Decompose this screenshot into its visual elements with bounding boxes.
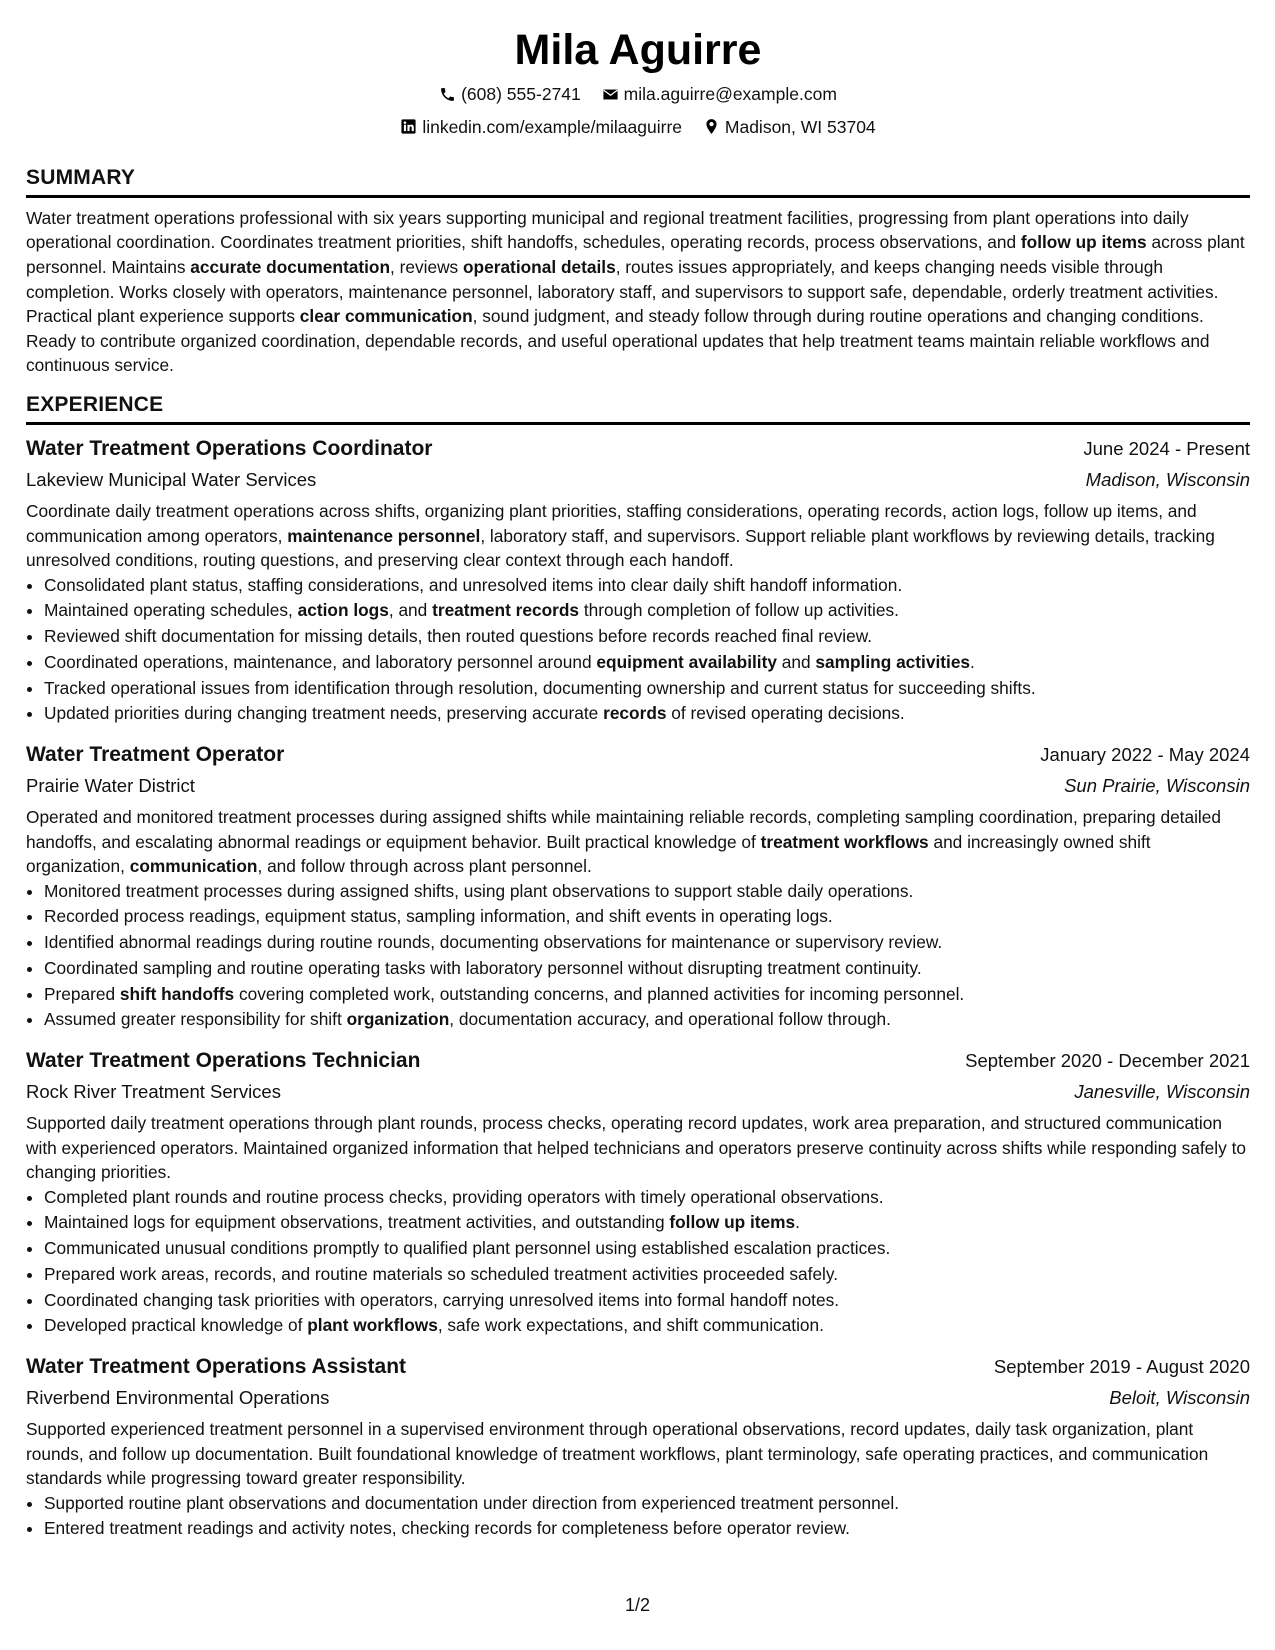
bullet-item	[44, 1185, 1250, 1211]
page-number: 1/2	[624, 1595, 651, 1615]
job-title-row	[26, 1047, 1250, 1075]
text-run: .	[970, 651, 975, 672]
text-run: and increasingly owned shift organization,	[26, 831, 1151, 877]
text-run: , routes issues appropriately, and keeps changing needs visible through completion. Works closely with operators, maintenance personnel, laboratory staff, and supervisors to support safe, dependable, orderly treatment activities. Practical plant experience supports	[26, 256, 1219, 327]
job-bullets	[26, 879, 1250, 1033]
bold-phrase: equipment availability	[596, 651, 777, 672]
job-title: Water Treatment Operations Coordinator	[26, 436, 433, 460]
resume-header	[26, 0, 1250, 138]
bold-phrase: organization	[346, 1009, 450, 1030]
text-run: Supported experienced treatment personnel in a supervised environment through operational observations, record updates, daily task organization, plant rounds, and follow up documentation. Built foundational knowledge of treatment workflows, plant terminology, safe operating practices, and communication standards while progressing toward greater responsibility.	[26, 1418, 1209, 1489]
job-location: Beloit, Wisconsin	[1109, 1386, 1250, 1408]
linkedin-icon	[400, 118, 417, 135]
bullet-item	[44, 1516, 1250, 1542]
job-title-row	[26, 741, 1250, 769]
text-run: Developed practical knowledge of	[44, 1315, 308, 1336]
bold-phrase: follow up items	[1020, 232, 1147, 253]
job-location: Janesville, Wisconsin	[1074, 1080, 1250, 1102]
text-run: Updated priorities during changing treatment needs, preserving accurate	[44, 703, 604, 724]
job-company-row	[26, 769, 1250, 800]
job-company: Prairie Water District	[26, 774, 195, 796]
contact-phone	[439, 83, 581, 105]
text-run: , laboratory staff, and supervisors. Support reliable plant workflows by reviewing details, tracking unresolved conditions, routing questions, and preserving clear context through each handoff.	[26, 525, 1215, 571]
location-text: Madison, WI 53704	[724, 116, 876, 137]
bullet-item	[44, 1210, 1250, 1236]
bold-phrase: maintenance personnel	[287, 525, 481, 546]
job-company-row	[26, 1075, 1250, 1106]
text-run: Monitored treatment processes during assigned shifts, using plant observations to support stable daily operations.	[44, 880, 914, 901]
job-company-row	[26, 1381, 1250, 1412]
job-entry	[26, 435, 1250, 727]
bullet-item	[44, 676, 1250, 702]
text-run: across plant personnel. Maintains	[26, 232, 1245, 277]
bullet-item	[44, 956, 1250, 982]
bullet-item	[44, 1262, 1250, 1288]
job-company: Lakeview Municipal Water Services	[26, 468, 317, 490]
bullet-item	[44, 650, 1250, 676]
bold-phrase: clear communication	[299, 306, 473, 327]
text-run: Maintained operating schedules,	[44, 600, 298, 621]
bold-phrase: action logs	[297, 600, 389, 621]
contact-location	[703, 116, 876, 138]
text-run: through completion of follow up activities.	[579, 600, 899, 621]
text-run: and	[776, 651, 816, 672]
contact-linkedin[interactable]	[400, 116, 682, 138]
text-run: Water treatment operations professional with six years supporting municipal and regional treatment facilities, progressing from plant operations into daily operational coordination. Coordinates treatment priorities, shift handoffs, schedules, operating records, process observations, and	[26, 207, 1189, 253]
experience-heading: EXPERIENCE	[26, 392, 1250, 425]
text-run: Coordinate daily treatment operations across shifts, organizing plant priorities, staffing considerations, operating records, action logs, follow up items, and communication among operators,	[26, 500, 1197, 546]
text-run: Maintained logs for equipment observations, treatment activities, and outstanding	[44, 1212, 670, 1233]
job-title: Water Treatment Operations Assistant	[26, 1354, 407, 1378]
text-run: Communicated unusual conditions promptly to qualified plant personnel using established escalation practices.	[44, 1238, 891, 1259]
bold-phrase: accurate documentation	[190, 256, 391, 277]
envelope-icon	[602, 86, 619, 103]
job-title-row	[26, 1353, 1250, 1381]
job-title-row	[26, 435, 1250, 463]
text-run: , sound judgment, and steady follow through during routine operations and changing conditions. Ready to contribute organized coordination, dependable records, and useful operational updates that help treatment teams maintain reliable workflows and continuous service.	[26, 306, 1210, 376]
text-run: , documentation accuracy, and operational follow through.	[449, 1009, 891, 1030]
bold-phrase: plant workflows	[307, 1315, 438, 1336]
bold-phrase: shift handoffs	[119, 983, 235, 1004]
job-description	[26, 805, 1250, 879]
job-location: Sun Prairie, Wisconsin	[1064, 774, 1250, 796]
bullet-item	[44, 573, 1250, 599]
job-dates: June 2024 - Present	[1083, 437, 1250, 459]
text-run: Prepared	[44, 983, 120, 1004]
bold-phrase: follow up items	[669, 1212, 796, 1233]
bullet-item	[44, 879, 1250, 905]
resume-page	[26, 0, 1250, 1542]
bold-phrase: operational details	[463, 256, 616, 277]
job-description	[26, 1417, 1250, 1491]
text-run: Consolidated plant status, staffing considerations, and unresolved items into clear daily shift handoff information.	[44, 574, 903, 595]
job-title: Water Treatment Operations Technician	[26, 1048, 421, 1072]
bullet-item	[44, 1288, 1250, 1314]
text-run: Coordinated sampling and routine operating tasks with laboratory personnel without disrupting treatment continuity.	[44, 957, 922, 978]
map-pin-icon	[703, 118, 720, 135]
phone-number: (608) 555-2741	[461, 84, 581, 105]
text-run: , and	[388, 600, 433, 621]
bold-phrase: treatment records	[432, 600, 580, 621]
summary-section	[26, 165, 1250, 378]
text-run: Identified abnormal readings during routine rounds, documenting observations for maintenance or supervisory review.	[44, 932, 943, 953]
bullet-item	[44, 598, 1250, 624]
text-run: , safe work expectations, and shift communication.	[437, 1315, 824, 1336]
contact-email[interactable]	[602, 83, 837, 105]
bullet-item	[44, 1007, 1250, 1033]
job-description	[26, 1111, 1250, 1185]
job-list	[26, 435, 1250, 1542]
text-run: Entered treatment readings and activity notes, checking records for completeness before operator review.	[44, 1518, 850, 1539]
job-company: Rock River Treatment Services	[26, 1080, 281, 1102]
text-run: Completed plant rounds and routine process checks, providing operators with timely operational observations.	[44, 1186, 884, 1207]
email-address[interactable]: mila.aguirre@example.com	[623, 84, 837, 105]
linkedin-url[interactable]: linkedin.com/example/milaaguirre	[422, 116, 683, 137]
bullet-item	[44, 1313, 1250, 1339]
bullet-item	[44, 982, 1250, 1008]
contact-line-2	[26, 114, 1250, 137]
job-dates: January 2022 - May 2024	[1040, 743, 1250, 765]
text-run: Coordinated changing task priorities with operators, carrying unresolved items into formal handoff notes.	[44, 1289, 840, 1310]
bullet-item	[44, 930, 1250, 956]
candidate-name: Mila Aguirre	[514, 26, 762, 74]
job-bullets	[26, 1491, 1250, 1542]
bullet-item	[44, 624, 1250, 650]
job-entry	[26, 1047, 1250, 1339]
text-run: Supported routine plant observations and documentation under direction from experienced treatment personnel.	[44, 1492, 899, 1513]
job-dates: September 2019 - August 2020	[993, 1355, 1250, 1377]
text-run: Supported daily treatment operations through plant rounds, process checks, operating record updates, work area preparation, and structured communication with experienced operators. Maintained organized information that helped technicians and operators preserve continuity across shifts while responding safely to changing priorities.	[26, 1112, 1246, 1183]
text-run: Prepared work areas, records, and routine materials so scheduled treatment activities proceeded safely.	[44, 1263, 839, 1284]
text-run: Operated and monitored treatment processes during assigned shifts while maintaining reliable records, completing sampling coordination, preparing detailed handoffs, and escalating abnormal readings or equipment behavior. Built practical knowledge of	[26, 806, 1221, 852]
text-run: covering completed work, outstanding concerns, and planned activities for incoming personnel.	[234, 983, 965, 1004]
bold-phrase: communication	[129, 856, 258, 877]
bold-phrase: treatment workflows	[760, 831, 929, 852]
job-location: Madison, Wisconsin	[1085, 468, 1250, 490]
text-run: .	[795, 1212, 800, 1233]
job-entry	[26, 1353, 1250, 1542]
bullet-item	[44, 701, 1250, 727]
text-run: , and follow through across plant personnel.	[257, 856, 592, 877]
text-run: , reviews	[390, 256, 463, 277]
bold-phrase: sampling activities	[815, 651, 971, 672]
job-description	[26, 499, 1250, 573]
job-company: Riverbend Environmental Operations	[26, 1386, 330, 1408]
bullet-item	[44, 1236, 1250, 1262]
bold-phrase: records	[603, 703, 667, 724]
job-dates: September 2020 - December 2021	[965, 1049, 1250, 1071]
text-run: Tracked operational issues from identification through resolution, documenting ownership and current status for succeeding shifts.	[44, 677, 1036, 698]
bullet-item	[44, 1491, 1250, 1517]
job-bullets	[26, 1185, 1250, 1339]
job-title: Water Treatment Operator	[26, 742, 285, 766]
contact-line-1	[26, 82, 1250, 105]
text-run: Recorded process readings, equipment status, sampling information, and shift events in operating logs.	[44, 906, 833, 927]
phone-icon	[439, 86, 456, 103]
summary-text	[26, 206, 1250, 378]
text-run: of revised operating decisions.	[666, 703, 905, 724]
text-run: Coordinated operations, maintenance, and laboratory personnel around	[44, 651, 597, 672]
experience-section	[26, 392, 1250, 1542]
bullet-item	[44, 904, 1250, 930]
text-run: Reviewed shift documentation for missing details, then routed questions before records reached final review.	[44, 626, 873, 647]
job-company-row	[26, 463, 1250, 494]
job-bullets	[26, 573, 1250, 727]
job-entry	[26, 741, 1250, 1033]
summary-heading: SUMMARY	[26, 165, 1250, 198]
text-run: Assumed greater responsibility for shift	[44, 1009, 347, 1030]
